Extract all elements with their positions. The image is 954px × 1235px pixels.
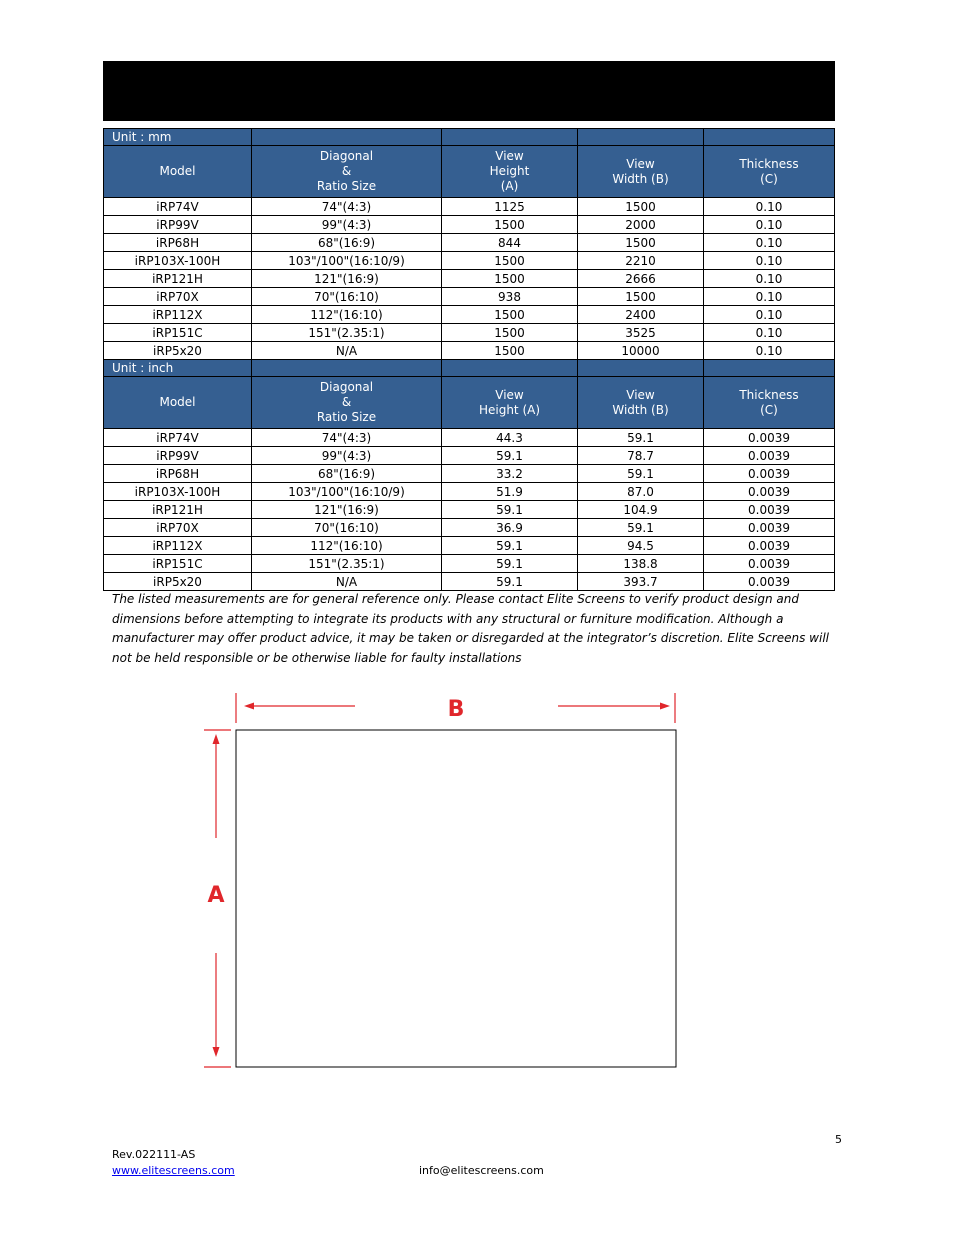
header-row (104, 146, 835, 198)
model-cell: iRP5x20 (104, 573, 252, 591)
view-height-cell: 33.2 (442, 465, 578, 483)
view-width-cell: 10000 (578, 342, 704, 360)
arrow-right-icon (660, 703, 670, 710)
header-bar (103, 61, 835, 121)
diagonal-header: Diagonal & Ratio Size (252, 146, 442, 198)
model-cell: iRP121H (104, 270, 252, 288)
table-row (104, 465, 835, 483)
table-row (104, 234, 835, 252)
page-number: 5 (835, 1133, 842, 1146)
table-row (104, 501, 835, 519)
thickness-cell: 0.0039 (704, 555, 835, 573)
view-width-cell: 3525 (578, 324, 704, 342)
view-width-cell: 1500 (578, 198, 704, 216)
view-width-cell: 393.7 (578, 573, 704, 591)
view-height-cell: 1500 (442, 270, 578, 288)
view-height-cell: 59.1 (442, 537, 578, 555)
arrow-down-icon (213, 1047, 220, 1057)
height-label-a: A (207, 883, 225, 908)
model-cell: iRP68H (104, 465, 252, 483)
thickness-cell: 0.10 (704, 270, 835, 288)
thickness-cell: 0.10 (704, 252, 835, 270)
diagonal-cell: 70"(16:10) (252, 519, 442, 537)
disclaimer-note: The listed measurements are for general reference only. Please contact Elite Screens to verify product design and dimensions before attempting to integrate its products with any structural or furniture modification. Although a manufacturer may offer product advice, it may be taken or disregarded at the integrator’s discretion. Elite Screens will not be held responsible or be otherwise liable for faulty installations (112, 592, 829, 665)
view-height-cell: 1500 (442, 306, 578, 324)
diagonal-header: Diagonal & Ratio Size (252, 377, 442, 429)
thickness-cell: 0.0039 (704, 537, 835, 555)
table-row (104, 288, 835, 306)
model-cell: iRP103X-100H (104, 483, 252, 501)
thickness-cell: 0.0039 (704, 483, 835, 501)
view-width-cell: 59.1 (578, 429, 704, 447)
table-row (104, 324, 835, 342)
diagonal-cell: 121"(16:9) (252, 270, 442, 288)
diagonal-cell: 68"(16:9) (252, 234, 442, 252)
thickness-cell: 0.10 (704, 342, 835, 360)
view-height-cell: 51.9 (442, 483, 578, 501)
view-height-cell: 1500 (442, 216, 578, 234)
view-height-cell: 1500 (442, 252, 578, 270)
website-link[interactable]: www.elitescreens.com (112, 1164, 235, 1177)
view-width-cell: 2000 (578, 216, 704, 234)
thickness-cell: 0.0039 (704, 501, 835, 519)
view-width-cell: 1500 (578, 288, 704, 306)
table-row (104, 342, 835, 360)
table-row (104, 252, 835, 270)
thickness-cell: 0.10 (704, 288, 835, 306)
model-cell: iRP74V (104, 429, 252, 447)
table-row (104, 216, 835, 234)
view-height-cell: 44.3 (442, 429, 578, 447)
diagonal-cell: 99"(4:3) (252, 216, 442, 234)
table-row (104, 447, 835, 465)
unit-label: Unit : inch (104, 360, 252, 377)
diagonal-cell: 103"/100"(16:10/9) (252, 252, 442, 270)
model-cell: iRP151C (104, 324, 252, 342)
diagonal-cell: 99"(4:3) (252, 447, 442, 465)
diagonal-cell: 121"(16:9) (252, 501, 442, 519)
view-height-cell: 59.1 (442, 555, 578, 573)
view-height-cell: 1125 (442, 198, 578, 216)
screen-dimension-diagram (200, 688, 690, 1073)
thickness-cell: 0.10 (704, 234, 835, 252)
table-row (104, 537, 835, 555)
model-cell: iRP5x20 (104, 342, 252, 360)
view-height-cell: 1500 (442, 342, 578, 360)
model-cell: iRP99V (104, 447, 252, 465)
model-cell: iRP103X-100H (104, 252, 252, 270)
view-width-cell: 59.1 (578, 519, 704, 537)
diagonal-cell: 151"(2.35:1) (252, 555, 442, 573)
view-height-cell: 938 (442, 288, 578, 306)
thickness-cell: 0.0039 (704, 519, 835, 537)
model-cell: iRP112X (104, 306, 252, 324)
view-width-cell: 59.1 (578, 465, 704, 483)
spec-table-mm (103, 128, 835, 360)
model-cell: iRP74V (104, 198, 252, 216)
thickness-cell: 0.10 (704, 306, 835, 324)
view-width-cell: 78.7 (578, 447, 704, 465)
view-width-header: View Width (B) (578, 146, 704, 198)
width-label-b: B (447, 697, 465, 722)
view-height-cell: 59.1 (442, 501, 578, 519)
table-row (104, 270, 835, 288)
diagonal-cell: 112"(16:10) (252, 537, 442, 555)
diagonal-cell: 68"(16:9) (252, 465, 442, 483)
model-header: Model (104, 377, 252, 429)
header-row (104, 377, 835, 429)
arrow-left-icon (244, 703, 254, 710)
email-address: info@elitescreens.com (419, 1164, 544, 1177)
model-cell: iRP70X (104, 288, 252, 306)
thickness-header: Thickness (C) (704, 146, 835, 198)
screen-outline (236, 730, 676, 1067)
diagonal-cell: 103"/100"(16:10/9) (252, 483, 442, 501)
unit-row (104, 129, 835, 146)
model-cell: iRP112X (104, 537, 252, 555)
thickness-cell: 0.10 (704, 216, 835, 234)
view-height-cell: 36.9 (442, 519, 578, 537)
model-header: Model (104, 146, 252, 198)
diagonal-cell: 112"(16:10) (252, 306, 442, 324)
model-cell: iRP99V (104, 216, 252, 234)
model-cell: iRP121H (104, 501, 252, 519)
view-height-cell: 844 (442, 234, 578, 252)
table-row (104, 573, 835, 591)
diagonal-cell: 151"(2.35:1) (252, 324, 442, 342)
diagonal-cell: 74"(4:3) (252, 198, 442, 216)
arrow-up-icon (213, 734, 220, 744)
diagonal-cell: 74"(4:3) (252, 429, 442, 447)
thickness-cell: 0.0039 (704, 429, 835, 447)
view-height-header: View Height (A) (442, 377, 578, 429)
table-row (104, 429, 835, 447)
thickness-cell: 0.10 (704, 198, 835, 216)
table-row (104, 483, 835, 501)
model-cell: iRP151C (104, 555, 252, 573)
table-row (104, 198, 835, 216)
thickness-cell: 0.0039 (704, 573, 835, 591)
model-cell: iRP70X (104, 519, 252, 537)
unit-label: Unit : mm (104, 129, 252, 146)
spec-table-inch (103, 359, 835, 591)
table-row (104, 519, 835, 537)
view-height-cell: 59.1 (442, 447, 578, 465)
view-width-cell: 87.0 (578, 483, 704, 501)
view-width-header: View Width (B) (578, 377, 704, 429)
view-width-cell: 2666 (578, 270, 704, 288)
view-width-cell: 104.9 (578, 501, 704, 519)
view-width-cell: 2400 (578, 306, 704, 324)
diagonal-cell: N/A (252, 573, 442, 591)
table-row (104, 306, 835, 324)
thickness-cell: 0.0039 (704, 465, 835, 483)
view-height-cell: 59.1 (442, 573, 578, 591)
thickness-header: Thickness (C) (704, 377, 835, 429)
view-width-cell: 1500 (578, 234, 704, 252)
view-height-header: View Height (A) (442, 146, 578, 198)
model-cell: iRP68H (104, 234, 252, 252)
revision-code: Rev.022111-AS (112, 1148, 196, 1161)
view-width-cell: 2210 (578, 252, 704, 270)
thickness-cell: 0.0039 (704, 447, 835, 465)
view-width-cell: 138.8 (578, 555, 704, 573)
view-height-cell: 1500 (442, 324, 578, 342)
thickness-cell: 0.10 (704, 324, 835, 342)
view-width-cell: 94.5 (578, 537, 704, 555)
unit-row (104, 360, 835, 377)
diagonal-cell: N/A (252, 342, 442, 360)
diagonal-cell: 70"(16:10) (252, 288, 442, 306)
table-row (104, 555, 835, 573)
